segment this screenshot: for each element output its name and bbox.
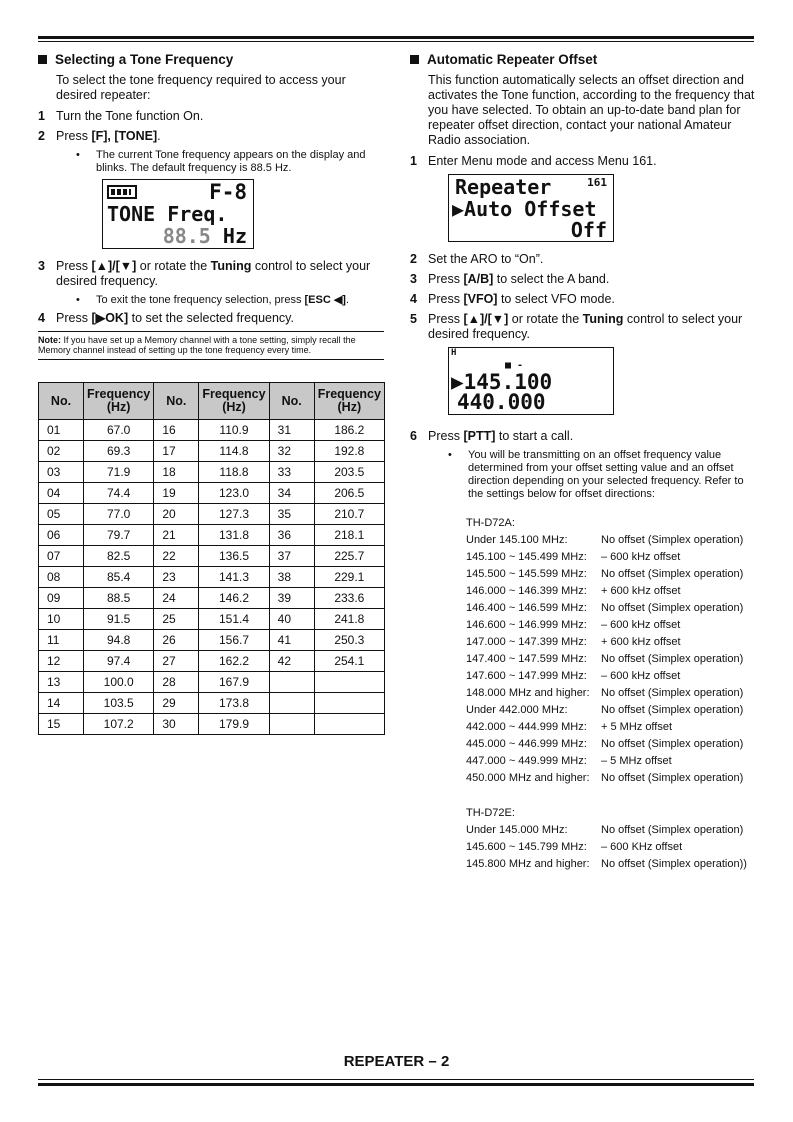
offset-row [466, 534, 756, 547]
offset-value: – 5 MHz offset [601, 755, 672, 767]
table-row [39, 483, 385, 504]
offset-range: 147.400 ~ 147.599 MHz: [466, 653, 587, 665]
table-row [39, 588, 385, 609]
table-cell-frequency: 97.4 [84, 651, 154, 672]
table-cell-no: 41 [269, 630, 314, 651]
battery-icon [107, 185, 137, 199]
aro-step-6: 6 Press [PTT] to start a call. [410, 429, 574, 443]
table-row [39, 546, 385, 567]
table-cell-no: 12 [39, 651, 84, 672]
offset-row [466, 738, 756, 751]
offset-settings [466, 517, 756, 871]
tone-frequency-table [38, 382, 385, 735]
section-title-tone: Selecting a Tone Frequency [38, 52, 384, 67]
table-cell-no: 06 [39, 525, 84, 546]
aro-step-6-bullet: • You will be transmitting on an offset frequency value determined from your offset setting value and an offset direction depending on your selected frequency. Refer to the settings below for offset directions: [448, 449, 744, 500]
offset-row [466, 636, 756, 649]
offset-range: 442.000 ~ 444.999 MHz: [466, 721, 587, 733]
table-cell-frequency [314, 693, 384, 714]
offset-value: No offset (Simplex operation) [601, 824, 744, 836]
table-cell-no: 28 [154, 672, 199, 693]
offset-row [466, 841, 756, 854]
table-cell-no: 29 [154, 693, 199, 714]
table-cell-no: 10 [39, 609, 84, 630]
table-cell-no: 31 [269, 420, 314, 441]
table-cell-no: 39 [269, 588, 314, 609]
frequency-lcd-display: H ■ - ▶145.100 440.000 [448, 347, 614, 415]
table-row [39, 651, 385, 672]
offset-row [466, 551, 756, 564]
offset-value: No offset (Simplex operation) [601, 772, 744, 784]
table-cell-frequency: 254.1 [314, 651, 384, 672]
table-cell-frequency: 179.9 [199, 714, 269, 735]
table-cell-no [269, 714, 314, 735]
table-cell-no: 30 [154, 714, 199, 735]
offset-range: 146.400 ~ 146.599 MHz: [466, 602, 587, 614]
table-cell-frequency: 141.3 [199, 567, 269, 588]
top-rule-thin [38, 41, 754, 42]
aro-step-5: 5 Press [▲]/[▼] or rotate the Tuning control to select your desired frequency. [410, 312, 743, 341]
tone-step-3-bullet: • To exit the tone frequency selection, press [ESC ◀]. [76, 294, 350, 306]
offset-range: 145.500 ~ 145.599 MHz: [466, 568, 587, 580]
tone-step-4: 4 Press [▶OK] to set the selected frequency. [38, 311, 294, 325]
table-cell-frequency: 74.4 [84, 483, 154, 504]
tone-lcd-display: F-8 TONE Freq. 88.5 Hz [102, 179, 254, 249]
right-column [410, 52, 756, 875]
aro-step-2: 2 Set the ARO to “On”. [410, 252, 544, 266]
offset-value: No offset (Simplex operation) [601, 602, 744, 614]
table-cell-no [269, 672, 314, 693]
aro-step-1: 1 Enter Menu mode and access Menu 161. [410, 154, 657, 168]
tone-step-3: 3 Press [▲]/[▼] or rotate the Tuning control to select your desired frequency. [38, 259, 371, 288]
table-row [39, 567, 385, 588]
table-row [39, 693, 385, 714]
tone-step-2-bullet: • The current Tone frequency appears on the display and blinks. The default frequency is 88.5 Hz. [76, 149, 366, 174]
offset-range: 146.600 ~ 146.999 MHz: [466, 619, 587, 631]
offset-row [466, 602, 756, 615]
table-cell-frequency: 114.8 [199, 441, 269, 462]
table-cell-no: 19 [154, 483, 199, 504]
bottom-rule-thick [38, 1083, 754, 1086]
table-row [39, 525, 385, 546]
left-column [38, 52, 384, 735]
table-cell-no: 07 [39, 546, 84, 567]
table-cell-frequency: 225.7 [314, 546, 384, 567]
table-cell-no: 11 [39, 630, 84, 651]
offset-value: No offset (Simplex operation) [601, 534, 744, 546]
aro-step-4: 4 Press [VFO] to select VFO mode. [410, 292, 615, 306]
table-cell-frequency: 136.5 [199, 546, 269, 567]
offset-value: – 600 kHz offset [601, 670, 681, 682]
table-cell-frequency: 151.4 [199, 609, 269, 630]
table-cell-frequency: 69.3 [84, 441, 154, 462]
table-cell-frequency: 156.7 [199, 630, 269, 651]
table-cell-no: 18 [154, 462, 199, 483]
table-cell-no: 22 [154, 546, 199, 567]
offset-range: Under 145.100 MHz: [466, 534, 568, 546]
table-row [39, 441, 385, 462]
table-cell-frequency: 82.5 [84, 546, 154, 567]
table-cell-frequency: 241.8 [314, 609, 384, 630]
table-cell-frequency: 167.9 [199, 672, 269, 693]
table-cell-no: 37 [269, 546, 314, 567]
offset-row [466, 721, 756, 734]
table-cell-no: 01 [39, 420, 84, 441]
offset-range: 447.000 ~ 449.999 MHz: [466, 755, 587, 767]
tone-step-2: 2 Press [F], [TONE]. [38, 129, 161, 143]
offset-value: No offset (Simplex operation) [601, 704, 744, 716]
table-cell-no: 23 [154, 567, 199, 588]
table-cell-no: 38 [269, 567, 314, 588]
table-cell-no: 03 [39, 462, 84, 483]
table-header-row: No. Frequency (Hz) No. Frequency (Hz) No. Frequency (Hz) [39, 383, 385, 420]
table-cell-frequency: 127.3 [199, 504, 269, 525]
offset-value: + 5 MHz offset [601, 721, 673, 733]
table-cell-no: 27 [154, 651, 199, 672]
table-cell-frequency: 123.0 [199, 483, 269, 504]
table-row [39, 672, 385, 693]
table-cell-no: 14 [39, 693, 84, 714]
table-cell-no: 13 [39, 672, 84, 693]
table-cell-no: 17 [154, 441, 199, 462]
table-cell-frequency: 146.2 [199, 588, 269, 609]
table-cell-no: 05 [39, 504, 84, 525]
table-cell-frequency: 233.6 [314, 588, 384, 609]
table-row [39, 462, 385, 483]
model-title-a: TH-D72A: [466, 517, 515, 529]
offset-row [466, 687, 756, 700]
table-cell-no [269, 693, 314, 714]
table-cell-frequency: 192.8 [314, 441, 384, 462]
table-cell-frequency: 103.5 [84, 693, 154, 714]
offset-range: Under 442.000 MHz: [466, 704, 568, 716]
table-cell-frequency: 91.5 [84, 609, 154, 630]
table-cell-frequency: 229.1 [314, 567, 384, 588]
table-cell-frequency [314, 714, 384, 735]
offset-range: 445.000 ~ 446.999 MHz: [466, 738, 587, 750]
table-cell-frequency: 206.5 [314, 483, 384, 504]
offset-range: 147.600 ~ 147.999 MHz: [466, 670, 587, 682]
bottom-rule-thin [38, 1079, 754, 1080]
table-cell-frequency: 162.2 [199, 651, 269, 672]
offset-range: 450.000 MHz and higher: [466, 772, 590, 784]
offset-range: 145.600 ~ 145.799 MHz: [466, 841, 587, 853]
table-cell-no: 25 [154, 609, 199, 630]
offset-value: No offset (Simplex operation) [601, 687, 744, 699]
table-cell-no: 36 [269, 525, 314, 546]
table-cell-no: 32 [269, 441, 314, 462]
table-cell-no: 34 [269, 483, 314, 504]
menu-lcd-display: Repeater 161 ▶Auto Offset Off [448, 174, 614, 242]
table-row [39, 609, 385, 630]
offset-range: 145.100 ~ 145.499 MHz: [466, 551, 587, 563]
offset-row [466, 585, 756, 598]
table-row [39, 630, 385, 651]
table-row [39, 504, 385, 525]
aro-intro: This function automatically selects an offset direction and activates the Tone function, according to the frequency that you have selected. To obtain an up-to-date band plan for repeater offset direction, contact your national Amateur Radio association. [428, 73, 755, 147]
table-cell-no: 40 [269, 609, 314, 630]
table-cell-frequency: 173.8 [199, 693, 269, 714]
offset-value: – 600 kHz offset [601, 619, 681, 631]
offset-value: No offset (Simplex operation) [601, 653, 744, 665]
table-cell-frequency: 186.2 [314, 420, 384, 441]
table-cell-frequency [314, 672, 384, 693]
table-cell-frequency: 110.9 [199, 420, 269, 441]
table-cell-frequency: 107.2 [84, 714, 154, 735]
table-cell-no: 02 [39, 441, 84, 462]
table-cell-no: 26 [154, 630, 199, 651]
table-cell-no: 24 [154, 588, 199, 609]
table-cell-frequency: 88.5 [84, 588, 154, 609]
offset-row [466, 755, 756, 768]
table-cell-no: 35 [269, 504, 314, 525]
offset-row [466, 670, 756, 683]
offset-range: 147.000 ~ 147.399 MHz: [466, 636, 587, 648]
offset-range: Under 145.000 MHz: [466, 824, 568, 836]
table-cell-frequency: 77.0 [84, 504, 154, 525]
table-cell-frequency: 79.7 [84, 525, 154, 546]
table-cell-no: 09 [39, 588, 84, 609]
tone-intro: To select the tone frequency required to access your desired repeater: [56, 73, 346, 102]
table-cell-frequency: 218.1 [314, 525, 384, 546]
offset-row [466, 824, 756, 837]
section-title-aro: Automatic Repeater Offset [410, 52, 756, 67]
table-cell-frequency: 118.8 [199, 462, 269, 483]
table-cell-no: 20 [154, 504, 199, 525]
table-cell-frequency: 100.0 [84, 672, 154, 693]
table-cell-frequency: 67.0 [84, 420, 154, 441]
table-cell-no: 08 [39, 567, 84, 588]
offset-value: – 600 KHz offset [601, 841, 683, 853]
offset-range: 148.000 MHz and higher: [466, 687, 590, 699]
offset-row [466, 858, 756, 871]
top-rule-thick [38, 36, 754, 39]
offset-value: No offset (Simplex operation)) [601, 858, 747, 870]
table-cell-no: 04 [39, 483, 84, 504]
tone-step-1: 1 Turn the Tone function On. [38, 109, 204, 123]
table-row [39, 420, 385, 441]
offset-range: 146.000 ~ 146.399 MHz: [466, 585, 587, 597]
offset-row [466, 653, 756, 666]
square-bullet-icon [410, 55, 419, 64]
aro-step-3: 3 Press [A/B] to select the A band. [410, 272, 610, 286]
table-cell-frequency: 85.4 [84, 567, 154, 588]
offset-row [466, 568, 756, 581]
offset-value: No offset (Simplex operation) [601, 568, 744, 580]
offset-row [466, 704, 756, 717]
table-cell-frequency: 94.8 [84, 630, 154, 651]
table-cell-no: 15 [39, 714, 84, 735]
table-cell-no: 33 [269, 462, 314, 483]
table-cell-frequency: 131.8 [199, 525, 269, 546]
square-bullet-icon [38, 55, 47, 64]
table-cell-no: 42 [269, 651, 314, 672]
offset-value: + 600 kHz offset [601, 636, 681, 648]
tone-note: Note: If you have set up a Memory channel with a tone setting, simply recall the Memory channel instead of setting up the tone frequency every time. [38, 331, 384, 360]
offset-value: + 600 kHz offset [601, 585, 681, 597]
table-cell-no: 21 [154, 525, 199, 546]
table-cell-no: 16 [154, 420, 199, 441]
table-row [39, 714, 385, 735]
page-footer: REPEATER – 2 [343, 1053, 450, 1070]
offset-range: 145.800 MHz and higher: [466, 858, 590, 870]
table-cell-frequency: 203.5 [314, 462, 384, 483]
offset-value: No offset (Simplex operation) [601, 738, 744, 750]
model-title-e: TH-D72E: [466, 807, 515, 819]
table-cell-frequency: 250.3 [314, 630, 384, 651]
offset-row [466, 772, 756, 785]
table-cell-frequency: 71.9 [84, 462, 154, 483]
table-cell-frequency: 210.7 [314, 504, 384, 525]
offset-row [466, 619, 756, 632]
offset-value: – 600 kHz offset [601, 551, 681, 563]
